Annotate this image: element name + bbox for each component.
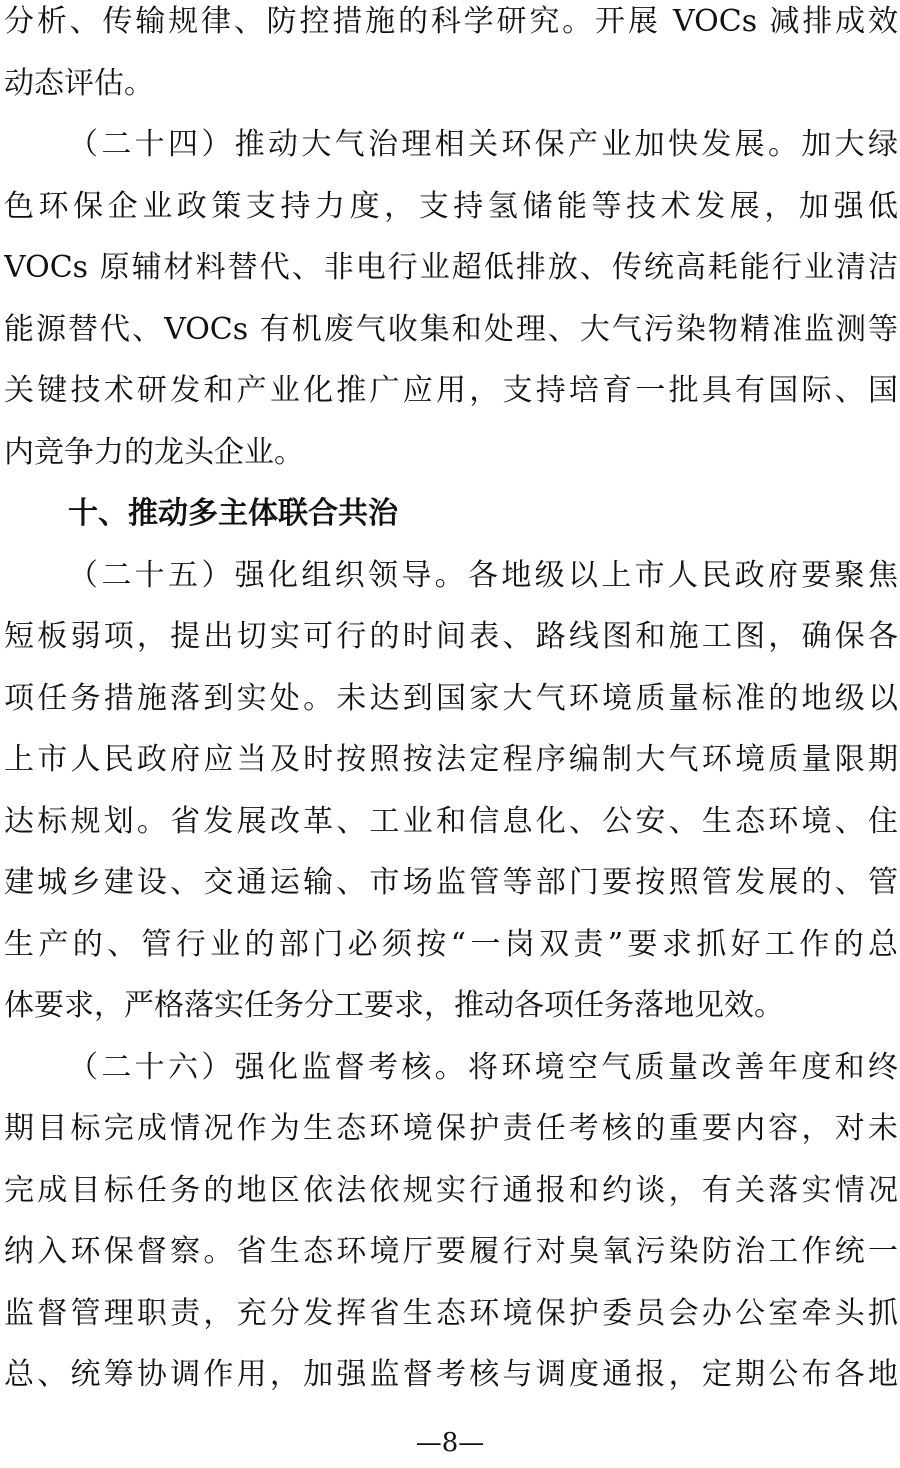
text-line: 动态评估。: [4, 65, 154, 101]
document-body: [4, 0, 898, 1415]
text-line: 短板弱项，提出切实可行的时间表、路线图和施工图，确保各: [4, 619, 898, 654]
text-line: 内竞争力的龙头企业。: [4, 434, 304, 470]
text-line: 期目标完成情况作为生态环境保护责任考核的重要内容，对未: [4, 1111, 898, 1146]
text-line: 总、统筹协调作用，加强监督考核与调度通报，定期公布各地: [4, 1357, 898, 1392]
section-heading: 十、推动多主体联合共治: [68, 496, 398, 531]
text-line: 关键技术研发和产业化推广应用，支持培育一批具有国际、国: [4, 373, 898, 408]
text-line: 上市人民政府应当及时按照按法定程序编制大气环境质量限期: [4, 742, 898, 777]
text-line: 生产的、管行业的部门必须按“一岗双责”要求抓好工作的总: [4, 926, 898, 962]
text-line: 色环保企业政策支持力度，支持氢储能等技术发展，加强低: [4, 188, 898, 224]
page-number: —8—: [415, 1428, 485, 1458]
text-line: VOCs 原辅材料替代、非电行业超低排放、传统高耗能行业清洁: [4, 250, 898, 285]
paragraph-24-first-line: （二十四）推动大气治理相关环保产业加快发展。加大绿: [68, 127, 898, 162]
paragraph-26-first-line: （二十六）强化监督考核。将环境空气质量改善年度和终: [68, 1049, 898, 1085]
text-line: 监督管理职责，充分发挥省生态环境保护委员会办公室牵头抓: [4, 1295, 898, 1331]
paragraph-25-first-line: （二十五）强化组织领导。各地级以上市人民政府要聚焦: [68, 557, 898, 593]
text-line: 能源替代、VOCs 有机废气收集和处理、大气污染物精准监测等: [4, 311, 898, 347]
text-line: 项任务措施落到实处。未达到国家大气环境质量标准的地级以: [4, 680, 898, 716]
text-line: 纳入环保督察。省生态环境厅要履行对臭氧污染防治工作统一: [4, 1234, 898, 1269]
text-line: 达标规划。省发展改革、工业和信息化、公安、生态环境、住: [4, 803, 898, 839]
text-line: 完成目标任务的地区依法依规实行通报和约谈，有关落实情况: [4, 1172, 898, 1208]
text-line: 分析、传输规律、防控措施的科学研究。开展 VOCs 减排成效: [4, 4, 898, 39]
text-line: 建城乡建设、交通运输、市场监管等部门要按照管发展的、管: [4, 865, 898, 900]
text-line: 体要求，严格落实任务分工要求，推动各项任务落地见效。: [4, 988, 784, 1023]
